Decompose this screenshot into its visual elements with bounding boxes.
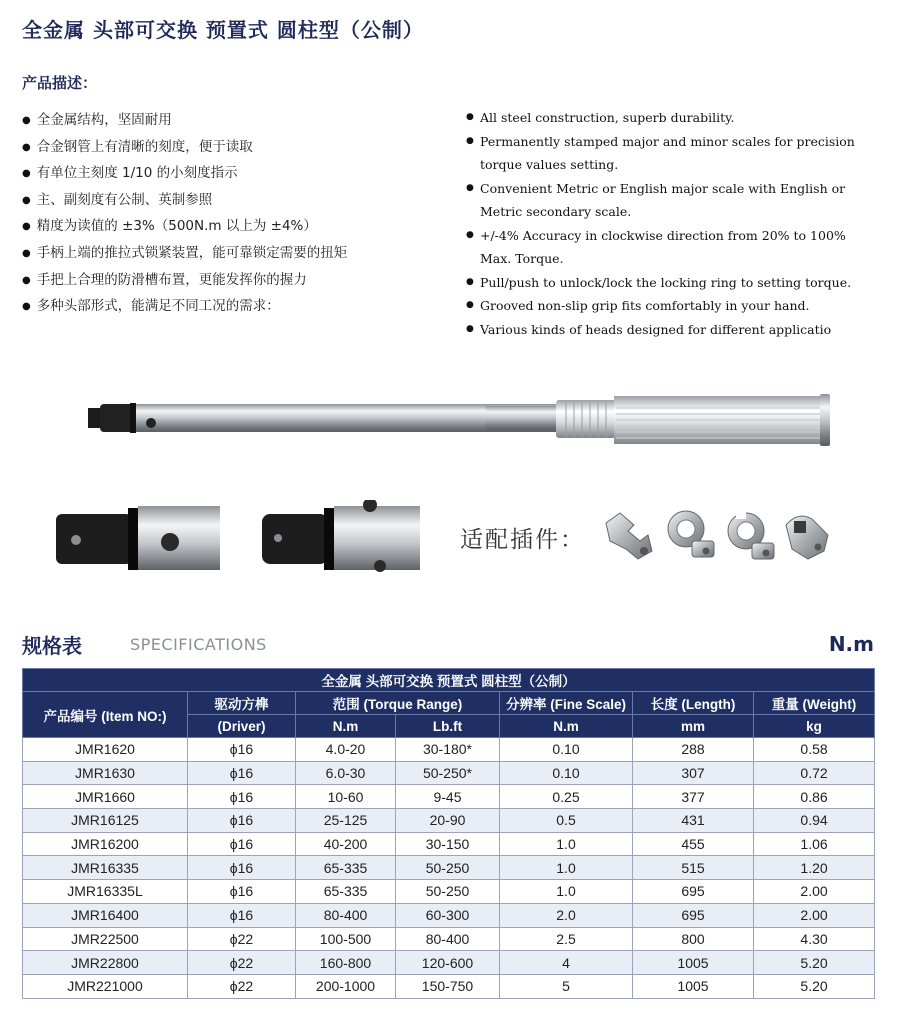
cn-feature-item: ● 多种头部形式，能满足不同工况的需求： xyxy=(22,294,462,321)
en-feature-item: ● Convenient Metric or English major scale with English or Metric secondary scale. xyxy=(466,177,874,224)
cell-range-nm: 65-335 xyxy=(296,856,396,880)
header-fine-scale: 分辨率 (Fine Scale) xyxy=(500,692,633,715)
cell-item-no: JMR16125 xyxy=(23,809,188,833)
cell-range-nm: 160-800 xyxy=(296,951,396,975)
page-title: 全金属 头部可交换 预置式 圆柱型（公制） xyxy=(22,18,424,42)
cell-range-lbft: 150-750 xyxy=(396,974,500,998)
cell-range-nm: 100-500 xyxy=(296,927,396,951)
cell-item-no: JMR22500 xyxy=(23,927,188,951)
table-row xyxy=(23,903,875,927)
table-row xyxy=(23,880,875,904)
header-driver: 驱动方榫 xyxy=(188,692,296,715)
header-weight: 重量 (Weight) xyxy=(754,692,875,715)
cell-range-lbft: 60-300 xyxy=(396,903,500,927)
header-driver-en: (Driver) xyxy=(188,715,296,738)
cell-item-no: JMR221000 xyxy=(23,974,188,998)
cell-range-nm: 6.0-30 xyxy=(296,761,396,785)
cn-feature-item: ● 合金钢管上有清晰的刻度，便于读取 xyxy=(22,135,462,162)
cell-range-lbft: 30-180* xyxy=(396,738,500,762)
interchangeable-heads-image xyxy=(598,505,838,567)
english-feature-list xyxy=(466,106,874,341)
cn-feature-item: ● 全金属结构，坚固耐用 xyxy=(22,108,462,135)
table-row xyxy=(23,761,875,785)
square-drive-head-icon xyxy=(786,516,828,559)
cell-range-lbft: 120-600 xyxy=(396,951,500,975)
cell-length: 695 xyxy=(633,880,754,904)
header-range-nm: N.m xyxy=(296,715,396,738)
cell-fine-scale: 1.0 xyxy=(500,856,633,880)
header-length-unit: mm xyxy=(633,715,754,738)
table-row xyxy=(23,927,875,951)
cell-length: 431 xyxy=(633,809,754,833)
cell-range-lbft: 80-400 xyxy=(396,927,500,951)
cell-item-no: JMR1620 xyxy=(23,738,188,762)
table-title: 全金属 头部可交换 预置式 圆柱型（公制） xyxy=(23,669,875,692)
chinese-feature-list xyxy=(22,108,462,321)
cell-driver: ϕ16 xyxy=(188,880,296,904)
cell-range-nm: 40-200 xyxy=(296,832,396,856)
cell-item-no: JMR1660 xyxy=(23,785,188,809)
cell-range-nm: 4.0-20 xyxy=(296,738,396,762)
cn-feature-item: ● 手柄上端的推拉式锁紧装置，能可靠锁定需要的扭矩 xyxy=(22,241,462,268)
cell-item-no: JMR16335 xyxy=(23,856,188,880)
cell-item-no: JMR16400 xyxy=(23,903,188,927)
header-torque-range: 范围 (Torque Range) xyxy=(296,692,500,715)
crowfoot-head-icon xyxy=(728,509,774,559)
cell-range-nm: 80-400 xyxy=(296,903,396,927)
cell-driver: ϕ16 xyxy=(188,761,296,785)
cn-feature-item: ● 手把上合理的防滑槽布置，更能发挥你的握力 xyxy=(22,268,462,295)
cell-fine-scale: 0.25 xyxy=(500,785,633,809)
table-row xyxy=(23,809,875,833)
table-row xyxy=(23,738,875,762)
cell-fine-scale: 4 xyxy=(500,951,633,975)
cell-length: 288 xyxy=(633,738,754,762)
cell-range-lbft: 9-45 xyxy=(396,785,500,809)
cell-length: 455 xyxy=(633,832,754,856)
en-feature-item: ● Grooved non-slip grip fits comfortably in your hand. xyxy=(466,294,874,318)
cell-range-nm: 10-60 xyxy=(296,785,396,809)
table-row xyxy=(23,832,875,856)
fit-attachments-label: 适配插件： xyxy=(460,527,585,553)
cell-fine-scale: 5 xyxy=(500,974,633,998)
torque-wrench-image xyxy=(86,380,836,450)
cell-driver: ϕ16 xyxy=(188,809,296,833)
cell-weight: 0.58 xyxy=(754,738,875,762)
cell-driver: ϕ16 xyxy=(188,856,296,880)
cell-range-nm: 200-1000 xyxy=(296,974,396,998)
en-feature-item: ● Permanently stamped major and minor scales for precision torque values setting. xyxy=(466,130,874,177)
cell-fine-scale: 1.0 xyxy=(500,832,633,856)
en-feature-item: ● +/-4% Accuracy in clockwise direction from 20% to 100% Max. Torque. xyxy=(466,224,874,271)
cell-weight: 0.86 xyxy=(754,785,875,809)
cell-fine-scale: 0.10 xyxy=(500,761,633,785)
cell-length: 1005 xyxy=(633,974,754,998)
cell-range-lbft: 30-150 xyxy=(396,832,500,856)
cell-length: 695 xyxy=(633,903,754,927)
cell-driver: ϕ22 xyxy=(188,927,296,951)
table-body xyxy=(23,738,875,999)
cell-weight: 2.00 xyxy=(754,880,875,904)
header-length: 长度 (Length) xyxy=(633,692,754,715)
cell-length: 1005 xyxy=(633,951,754,975)
cell-length: 307 xyxy=(633,761,754,785)
cell-weight: 2.00 xyxy=(754,903,875,927)
en-feature-item: ● Pull/push to unlock/lock the locking ring to setting torque. xyxy=(466,271,874,295)
cell-range-lbft: 20-90 xyxy=(396,809,500,833)
cell-range-lbft: 50-250* xyxy=(396,761,500,785)
cell-range-nm: 25-125 xyxy=(296,809,396,833)
description-heading: 产品描述： xyxy=(22,74,98,92)
cell-driver: ϕ22 xyxy=(188,974,296,998)
header-fine-unit: N.m xyxy=(500,715,633,738)
cell-item-no: JMR22800 xyxy=(23,951,188,975)
table-row xyxy=(23,974,875,998)
cell-weight: 1.06 xyxy=(754,832,875,856)
cell-range-lbft: 50-250 xyxy=(396,856,500,880)
cell-item-no: JMR1630 xyxy=(23,761,188,785)
specifications-table xyxy=(22,668,875,999)
cell-range-nm: 65-335 xyxy=(296,880,396,904)
cell-length: 800 xyxy=(633,927,754,951)
unit-label: N.m xyxy=(828,632,874,656)
cell-range-lbft: 50-250 xyxy=(396,880,500,904)
cn-feature-item: ● 主、副刻度有公制、英制参照 xyxy=(22,188,462,215)
specifications-title: 规格表 xyxy=(22,634,82,658)
cell-fine-scale: 2.0 xyxy=(500,903,633,927)
en-feature-item: ● Various kinds of heads designed for different applicatio xyxy=(466,318,874,342)
cell-item-no: JMR16200 xyxy=(23,832,188,856)
specifications-subtitle: SPECIFICATIONS xyxy=(130,635,267,654)
cell-weight: 5.20 xyxy=(754,974,875,998)
cell-driver: ϕ16 xyxy=(188,832,296,856)
table-row xyxy=(23,785,875,809)
table-row xyxy=(23,856,875,880)
cell-driver: ϕ16 xyxy=(188,785,296,809)
cell-fine-scale: 2.5 xyxy=(500,927,633,951)
en-feature-item: ● All steel construction, superb durability. xyxy=(466,106,874,130)
cell-fine-scale: 1.0 xyxy=(500,880,633,904)
cell-weight: 5.20 xyxy=(754,951,875,975)
cell-weight: 0.72 xyxy=(754,761,875,785)
cell-driver: ϕ22 xyxy=(188,951,296,975)
open-end-head-icon xyxy=(606,513,652,559)
header-weight-unit: kg xyxy=(754,715,875,738)
cell-fine-scale: 0.5 xyxy=(500,809,633,833)
cell-item-no: JMR16335L xyxy=(23,880,188,904)
cell-length: 377 xyxy=(633,785,754,809)
head-detail-images xyxy=(52,500,432,572)
cell-length: 515 xyxy=(633,856,754,880)
cell-driver: ϕ16 xyxy=(188,903,296,927)
header-range-lbft: Lb.ft xyxy=(396,715,500,738)
cell-weight: 0.94 xyxy=(754,809,875,833)
cn-feature-item: ● 精度为读值的 ±3%（500N.m 以上为 ±4%） xyxy=(22,214,462,241)
cell-fine-scale: 0.10 xyxy=(500,738,633,762)
table-row xyxy=(23,951,875,975)
cell-driver: ϕ16 xyxy=(188,738,296,762)
header-item-no: 产品编号 (Item NO:) xyxy=(23,692,188,738)
cell-weight: 1.20 xyxy=(754,856,875,880)
cell-weight: 4.30 xyxy=(754,927,875,951)
cn-feature-item: ● 有单位主刻度 1/10 的小刻度指示 xyxy=(22,161,462,188)
ring-head-icon xyxy=(668,511,714,557)
